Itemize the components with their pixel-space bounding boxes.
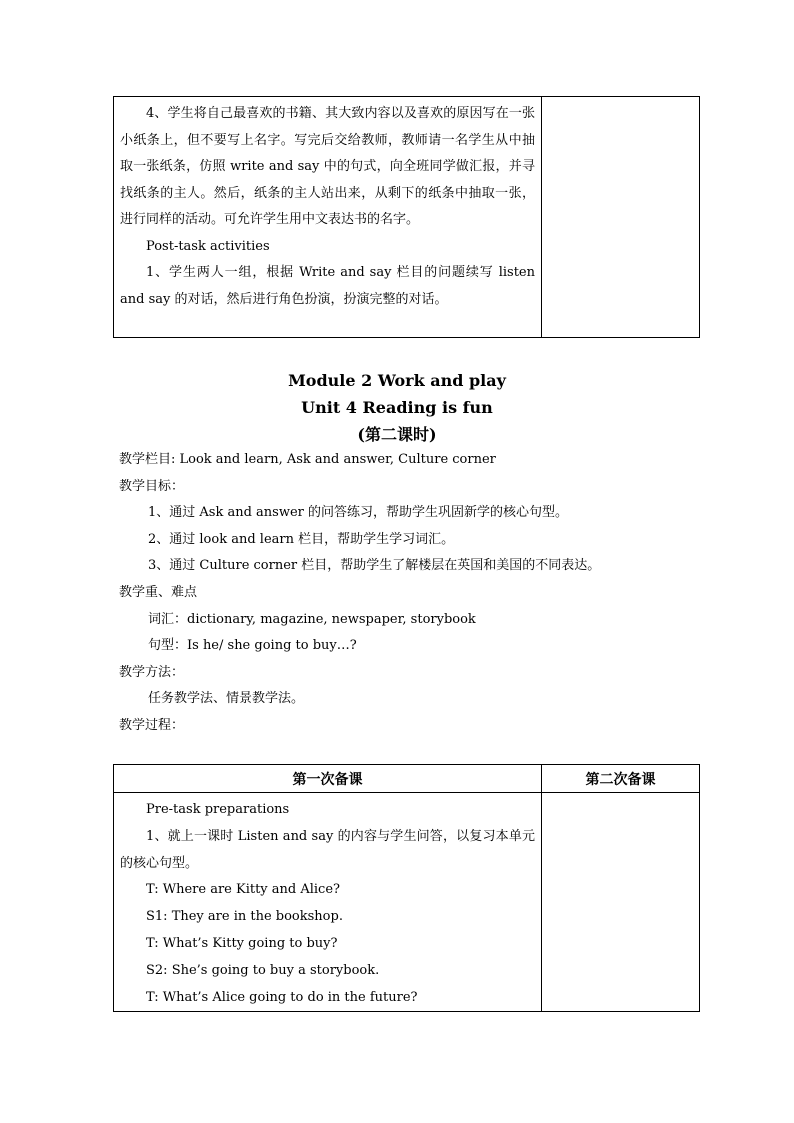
table-paragraph: S2: She’s going to buy a storybook.: [146, 962, 380, 978]
goals-label: 教学目标：: [119, 478, 185, 494]
first-prep-cell: [114, 793, 542, 1012]
lesson-titles: [0, 367, 794, 448]
lesson-table-continued: [113, 96, 700, 338]
header-second-prep: 第二次备课: [542, 765, 700, 793]
module-title: Module 2 Work and play: [288, 371, 506, 390]
second-prep-cell: [542, 793, 700, 1012]
table-paragraph: Post-task activities: [146, 238, 270, 254]
lesson-process-table: [113, 764, 700, 1012]
unit-title: Unit 4 Reading is fun: [301, 398, 493, 417]
goal-item: 1、通过 Ask and answer 的问答练习，帮助学生巩固新学的核心句型。: [148, 505, 569, 521]
method-text: 任务教学法、情景教学法。: [148, 691, 305, 707]
table-paragraph: S1: They are in the bookshop.: [146, 909, 343, 925]
sentence-pattern-line: 句型：Is he/ she going to buy…?: [148, 638, 357, 654]
second-prep-cell: [542, 97, 700, 338]
goal-item: 2、通过 look and learn 栏目，帮助学生学习词汇。: [148, 531, 455, 547]
table-paragraph: 1、就上一课时 Listen and say 的内容与学生问答，以复习本单元的核心句型。: [120, 828, 535, 871]
table-paragraph: T: What’s Kitty going to buy?: [146, 935, 338, 951]
table-paragraph: T: Where are Kitty and Alice?: [146, 882, 340, 898]
process-label: 教学过程：: [119, 717, 185, 733]
first-prep-cell: [114, 97, 542, 338]
vocabulary-line: 词汇：dictionary, magazine, newspaper, storybook: [148, 611, 476, 627]
table-paragraph: 1、学生两人一组，根据 Write and say 栏目的问题续写 listen and say 的对话，然后进行角色扮演，扮演完整的对话。: [120, 265, 535, 307]
lesson-plan-body: [119, 447, 699, 740]
header-first-prep: 第一次备课: [114, 765, 542, 793]
table-paragraph: 4、学生将自己最喜欢的书籍、其大致内容以及喜欢的原因写在一张小纸条上，但不要写上名字。写完后交给教师，教师请一名学生从中抽取一张纸条，仿照 write and say 中的句式，向全班同学做汇报，并寻找纸条的主人。然后，纸条的主人站出来，从剩下的纸条中抽取一张，进行同样的活动。可允许学生用中文表达书的名字。: [120, 106, 535, 227]
table-paragraph: T: What’s Alice going to do in the future?: [146, 989, 418, 1005]
method-label: 教学方法：: [119, 664, 185, 680]
table-paragraph: Pre-task preparations: [146, 802, 290, 817]
teaching-columns: 教学栏目: Look and learn, Ask and answer, Culture corner: [119, 452, 496, 467]
period-title: (第二课时): [357, 425, 437, 444]
key-points-label: 教学重、难点: [119, 584, 198, 600]
goal-item: 3、通过 Culture corner 栏目，帮助学生了解楼层在英国和美国的不同表达。: [148, 558, 601, 574]
